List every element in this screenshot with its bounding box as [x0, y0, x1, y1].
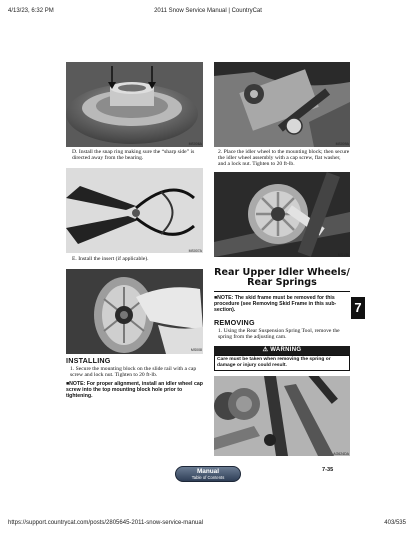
print-footer	[0, 520, 416, 532]
section-title-line-2: Rear Springs	[247, 277, 317, 288]
manual-button-label: Manual	[196, 468, 219, 475]
warning-text: Care must be taken when removing the spring or damage or injury could result.	[214, 355, 350, 371]
figure-code: AG624DA	[333, 452, 349, 456]
remove-step-1: 1. Using the Rear Suspension Spring Tool, remove the spring from the adjusting cam.	[218, 328, 340, 341]
figure-code: MS006A	[188, 142, 202, 146]
photo-rear-spring-tool	[214, 376, 350, 456]
figure-code: MS007A	[188, 249, 202, 253]
print-url: https://support.countrycat.com/posts/2805645-2011-snow-service-manual	[8, 520, 203, 526]
step-e: E. Install the insert (if applicable).	[72, 256, 149, 262]
print-page-title: 2011 Snow Service Manual | CountryCat	[154, 8, 262, 14]
photo-snap-ring	[66, 62, 203, 147]
photo-idler-wheel-installed	[214, 172, 350, 257]
figure-code: MS136	[337, 253, 349, 257]
installing-heading: INSTALLING	[66, 356, 111, 365]
page-number: 7-35	[322, 467, 334, 473]
warning-banner: ⚠ WARNING	[214, 346, 350, 355]
photo-insert	[66, 269, 203, 354]
chapter-tab: 7	[351, 297, 365, 319]
skid-frame-note: ■NOTE: The skid frame must be removed for this procedure (see Removing Skid Frame in this sub-section).	[214, 295, 337, 313]
install-step-1: 1. Secure the mounting block on the slide rail with a cap screw and lock nut. Tighten to 20 ft-lb.	[70, 366, 197, 379]
photo-idler-wheel-mount	[214, 62, 350, 147]
manual-toc-button[interactable]	[175, 466, 241, 482]
install-note: ■NOTE: For proper alignment, install an idler wheel cap screw into the top mounting block hole prior to tightening.	[66, 381, 203, 399]
figure-code: MS009A	[335, 142, 349, 146]
step-d: D. Install the snap ring making sure the “sharp side” is directed away from the bearing.	[72, 149, 195, 162]
print-timestamp: 4/13/23, 6:32 PM	[8, 8, 54, 14]
section-title-line-1: Rear Upper Idler Wheels/	[214, 267, 350, 278]
print-header	[0, 8, 416, 20]
photo-snap-ring-pliers	[66, 168, 203, 253]
section-rule	[214, 291, 350, 292]
figure-code: MS008	[190, 348, 202, 352]
toc-button-label: Table of Contents	[191, 475, 225, 480]
print-page-count: 403/535	[384, 520, 406, 526]
section-title	[214, 268, 350, 288]
removing-heading: REMOVING	[214, 318, 255, 327]
install-step-2: 2. Place the idler wheel to the mounting block; then secure the idler wheel assembly with a cap screw, flat washer, and a lock nut. Tighten to 20 ft-lb.	[218, 149, 350, 168]
